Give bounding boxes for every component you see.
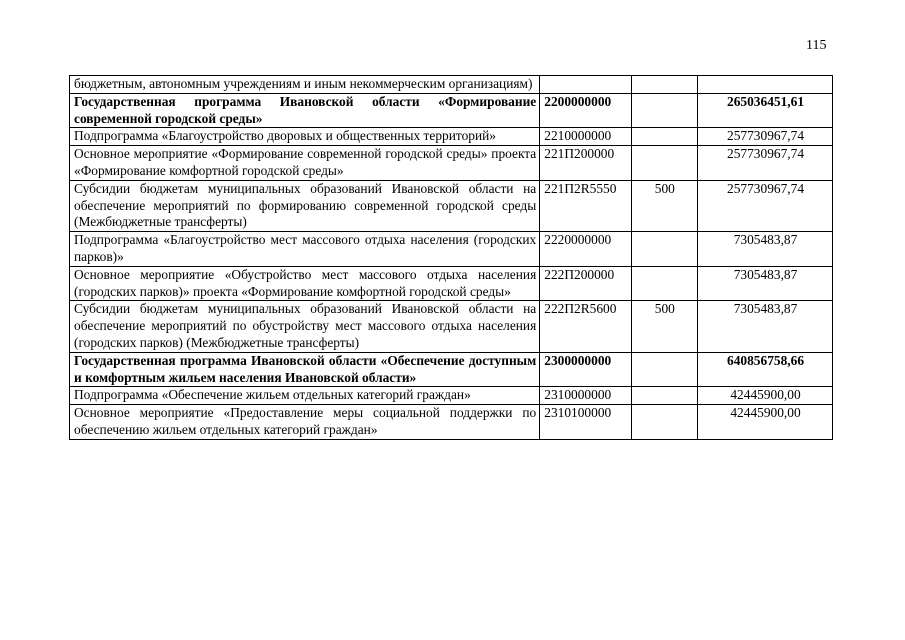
target-code-cell: 2300000000: [540, 352, 631, 387]
target-code-cell: [540, 76, 631, 94]
expense-type-cell: [631, 128, 697, 146]
table-row: [70, 266, 833, 301]
amount-cell: [698, 76, 833, 94]
table-row: [70, 232, 833, 267]
table-row: [70, 352, 833, 387]
item-name-cell: бюджетным, автономным учреждениям и иным некоммерческим организациям): [70, 76, 540, 94]
expense-type-cell: [631, 352, 697, 387]
item-name-cell: Подпрограмма «Благоустройство дворовых и общественных территорий»: [70, 128, 540, 146]
target-code-cell: 222П2R5600: [540, 301, 631, 352]
table-row: [70, 128, 833, 146]
budget-table-body: [70, 76, 833, 440]
expense-type-cell: [631, 76, 697, 94]
amount-cell: 257730967,74: [698, 146, 833, 181]
expense-type-cell: [631, 266, 697, 301]
page-number: 115: [806, 38, 827, 53]
amount-cell: 265036451,61: [698, 93, 833, 128]
amount-cell: 7305483,87: [698, 301, 833, 352]
item-name-cell: Подпрограмма «Обеспечение жильем отдельных категорий граждан»: [70, 387, 540, 405]
budget-table: [69, 75, 833, 440]
amount-cell: 257730967,74: [698, 128, 833, 146]
target-code-cell: 2210000000: [540, 128, 631, 146]
target-code-cell: 2310000000: [540, 387, 631, 405]
target-code-cell: 221П200000: [540, 146, 631, 181]
expense-type-cell: [631, 146, 697, 181]
amount-cell: 640856758,66: [698, 352, 833, 387]
table-row: [70, 93, 833, 128]
item-name-cell: Субсидии бюджетам муниципальных образований Ивановской области на обеспечение мероприятий по формированию современной городской среды (Межбюджетные трансферты): [70, 180, 540, 231]
item-name-cell: Государственная программа Ивановской области «Обеспечение доступным и комфортным жильем населения Ивановской области»: [70, 352, 540, 387]
table-row: [70, 301, 833, 352]
item-name-cell: Подпрограмма «Благоустройство мест массового отдыха населения (городских парков)»: [70, 232, 540, 267]
amount-cell: 42445900,00: [698, 387, 833, 405]
amount-cell: 42445900,00: [698, 405, 833, 440]
amount-cell: 257730967,74: [698, 180, 833, 231]
table-row: [70, 387, 833, 405]
target-code-cell: 2200000000: [540, 93, 631, 128]
expense-type-cell: 500: [631, 301, 697, 352]
amount-cell: 7305483,87: [698, 266, 833, 301]
target-code-cell: 2310100000: [540, 405, 631, 440]
expense-type-cell: 500: [631, 180, 697, 231]
expense-type-cell: [631, 405, 697, 440]
target-code-cell: 2220000000: [540, 232, 631, 267]
table-row: [70, 405, 833, 440]
expense-type-cell: [631, 232, 697, 267]
table-row: [70, 146, 833, 181]
item-name-cell: Основное мероприятие «Формирование современной городской среды» проекта «Формирование комфортной городской среды»: [70, 146, 540, 181]
expense-type-cell: [631, 93, 697, 128]
table-row: [70, 76, 833, 94]
item-name-cell: Государственная программа Ивановской области «Формирование современной городской среды»: [70, 93, 540, 128]
target-code-cell: 221П2R5550: [540, 180, 631, 231]
amount-cell: 7305483,87: [698, 232, 833, 267]
target-code-cell: 222П200000: [540, 266, 631, 301]
item-name-cell: Основное мероприятие «Предоставление меры социальной поддержки по обеспечению жильем отдельных категорий граждан»: [70, 405, 540, 440]
item-name-cell: Основное мероприятие «Обустройство мест массового отдыха населения (городских парков)» проекта «Формирование комфортной городской среды»: [70, 266, 540, 301]
expense-type-cell: [631, 387, 697, 405]
item-name-cell: Субсидии бюджетам муниципальных образований Ивановской области на обеспечение мероприятий по обустройству мест массового отдыха населения (городских парков) (Межбюджетные трансферты): [70, 301, 540, 352]
table-row: [70, 180, 833, 231]
